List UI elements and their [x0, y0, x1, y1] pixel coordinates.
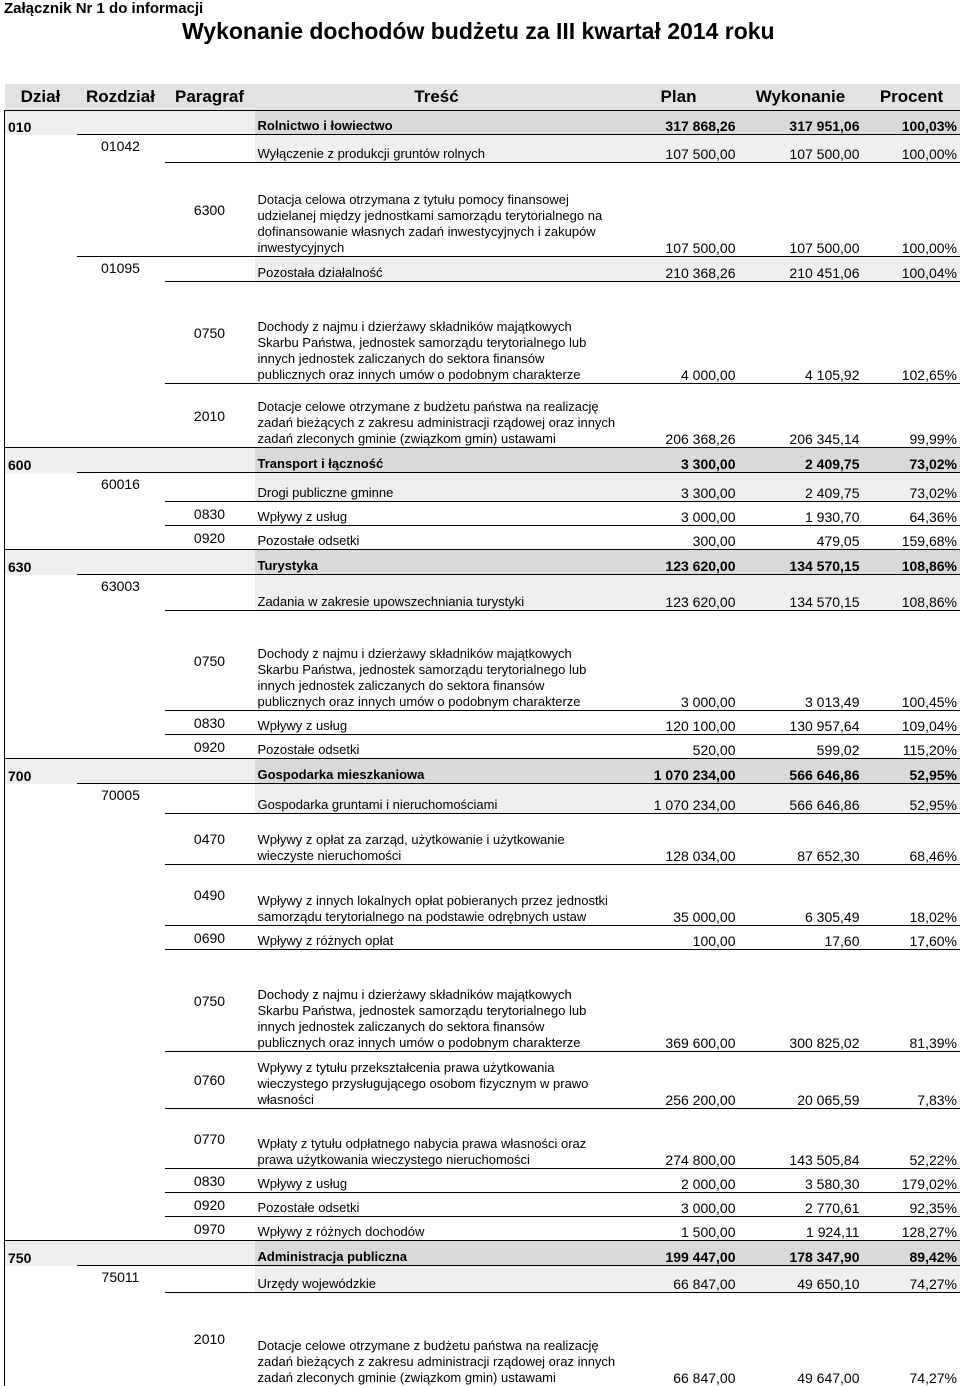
- procent-cell: 100,00%: [863, 135, 960, 163]
- paragraf-cell: 0490: [165, 865, 255, 926]
- paragraf-cell: [165, 1266, 255, 1293]
- rozdzial-cell: [77, 759, 165, 784]
- section-row: [5, 448, 960, 473]
- dzial-cell: [5, 784, 77, 814]
- procent-cell: 159,68%: [863, 526, 960, 550]
- rozdzial-cell: [77, 448, 165, 473]
- plan-cell: 35 000,00: [619, 865, 739, 926]
- procent-cell: 17,60%: [863, 926, 960, 950]
- tresc-cell: [255, 735, 619, 759]
- plan-cell: 1 500,00: [619, 1217, 739, 1241]
- dzial-cell: [5, 1109, 77, 1169]
- dzial-cell: [5, 1217, 77, 1241]
- description-text: Dotacje celowe otrzymane z budżetu państwa na realizację zadań bieżących z zakresu administracji rządowej oraz innych zadań zleconych gminie (związkom gmin) ustawami: [258, 1338, 616, 1386]
- rozdzial-cell: [77, 1109, 165, 1169]
- plan-cell: 3 000,00: [619, 502, 739, 526]
- rozdzial-cell: [77, 282, 165, 384]
- paragraf-cell: 0750: [165, 950, 255, 1052]
- section-row: [5, 111, 960, 135]
- tresc-cell: [255, 1293, 619, 1386]
- tresc-cell: [255, 865, 619, 926]
- wykonanie-cell: 87 652,30: [739, 814, 863, 865]
- rozdzial-cell: [77, 735, 165, 759]
- plan-cell: 300,00: [619, 526, 739, 550]
- paragraf-cell: 0690: [165, 926, 255, 950]
- header-plan: Plan: [619, 84, 739, 111]
- wykonanie-cell: 1 930,70: [739, 502, 863, 526]
- rozdzial-cell: [77, 950, 165, 1052]
- wykonanie-cell: 6 305,49: [739, 865, 863, 926]
- tresc-cell: [255, 1193, 619, 1217]
- tresc-cell: [255, 282, 619, 384]
- plan-cell: 206 368,26: [619, 384, 739, 448]
- procent-cell: 68,46%: [863, 814, 960, 865]
- tresc-cell: [255, 1217, 619, 1241]
- plan-cell: 1 070 234,00: [619, 759, 739, 784]
- paragraph-row: [5, 711, 960, 735]
- description-text: Wpływy z różnych opłat: [258, 933, 616, 949]
- dzial-cell: [5, 473, 77, 502]
- paragraf-cell: 0470: [165, 814, 255, 865]
- dzial-cell: [5, 926, 77, 950]
- paragraph-row: [5, 814, 960, 865]
- plan-cell: 210 368,26: [619, 257, 739, 282]
- header-rozdzial: Rozdział: [77, 84, 165, 111]
- description-text: Wpływy z różnych dochodów: [258, 1224, 616, 1240]
- section-row: [5, 1241, 960, 1266]
- rozdzial-cell: [77, 1293, 165, 1386]
- rozdzial-cell: [77, 526, 165, 550]
- wykonanie-cell: 3 580,30: [739, 1169, 863, 1193]
- tresc-cell: [255, 814, 619, 865]
- plan-cell: 369 600,00: [619, 950, 739, 1052]
- description-text: Urzędy wojewódzkie: [258, 1276, 616, 1292]
- procent-cell: 52,95%: [863, 759, 960, 784]
- tresc-cell: [255, 1169, 619, 1193]
- procent-cell: 18,02%: [863, 865, 960, 926]
- description-text: Wpłaty z tytułu odpłatnego nabycia prawa własności oraz prawa użytkowania wieczystego nieruchomości: [258, 1136, 616, 1168]
- page-title: Wykonanie dochodów budżetu za III kwartał 2014 roku: [182, 18, 775, 45]
- chapter-row: [5, 135, 960, 163]
- procent-cell: 102,65%: [863, 282, 960, 384]
- description-text: Dochody z najmu i dzierżawy składników majątkowych Skarbu Państwa, jednostek samorządu terytorialnego lub innych jednostek zaliczanych do sektora finansów publicznych oraz innych umów o podobnym charakterze: [258, 987, 616, 1051]
- dzial-cell: [5, 865, 77, 926]
- wykonanie-cell: 4 105,92: [739, 282, 863, 384]
- paragraf-cell: [165, 448, 255, 473]
- paragraf-cell: [165, 111, 255, 135]
- tresc-cell: [255, 448, 619, 473]
- plan-cell: 123 620,00: [619, 575, 739, 611]
- wykonanie-cell: 107 500,00: [739, 163, 863, 257]
- procent-cell: 7,83%: [863, 1052, 960, 1109]
- tresc-cell: [255, 1052, 619, 1109]
- wykonanie-cell: 300 825,02: [739, 950, 863, 1052]
- wykonanie-cell: 107 500,00: [739, 135, 863, 163]
- tresc-cell: [255, 1266, 619, 1293]
- paragraf-cell: [165, 473, 255, 502]
- procent-cell: 100,04%: [863, 257, 960, 282]
- dzial-cell: 600: [5, 448, 77, 473]
- paragraph-row: [5, 1217, 960, 1241]
- procent-cell: 108,86%: [863, 550, 960, 575]
- tresc-cell: [255, 1241, 619, 1266]
- description-text: Wpływy z opłat za zarząd, użytkowanie i użytkowanie wieczyste nieruchomości: [258, 832, 616, 864]
- procent-cell: 52,95%: [863, 784, 960, 814]
- description-text: Turystyka: [258, 558, 616, 574]
- description-text: Zadania w zakresie upowszechniania turystyki: [258, 594, 616, 610]
- paragraph-row: [5, 502, 960, 526]
- paragraph-row: [5, 735, 960, 759]
- plan-cell: 317 868,26: [619, 111, 739, 135]
- paragraf-cell: 2010: [165, 1293, 255, 1386]
- chapter-row: [5, 473, 960, 502]
- attachment-label: Załącznik Nr 1 do informacji: [4, 0, 203, 17]
- dzial-cell: [5, 575, 77, 611]
- paragraph-row: [5, 950, 960, 1052]
- paragraf-cell: 0770: [165, 1109, 255, 1169]
- section-row: [5, 550, 960, 575]
- rozdzial-cell: [77, 384, 165, 448]
- dzial-cell: [5, 502, 77, 526]
- rozdzial-cell: 70005: [77, 784, 165, 814]
- description-text: Wpływy z tytułu przekształcenia prawa użytkowania wieczystego przysługującego osobom fizycznym w prawo własności: [258, 1060, 616, 1108]
- tresc-cell: [255, 111, 619, 135]
- description-text: Wpływy z usług: [258, 509, 616, 525]
- plan-cell: 274 800,00: [619, 1109, 739, 1169]
- tresc-cell: [255, 784, 619, 814]
- rozdzial-cell: [77, 163, 165, 257]
- rozdzial-cell: [77, 814, 165, 865]
- dzial-cell: [5, 135, 77, 163]
- tresc-cell: [255, 759, 619, 784]
- tresc-cell: [255, 1109, 619, 1169]
- chapter-row: [5, 575, 960, 611]
- procent-cell: 179,02%: [863, 1169, 960, 1193]
- procent-cell: 99,99%: [863, 384, 960, 448]
- dzial-cell: [5, 814, 77, 865]
- rozdzial-cell: [77, 550, 165, 575]
- section-row: [5, 759, 960, 784]
- dzial-cell: [5, 163, 77, 257]
- paragraph-row: [5, 1169, 960, 1193]
- wykonanie-cell: 206 345,14: [739, 384, 863, 448]
- paragraf-cell: 0970: [165, 1217, 255, 1241]
- paragraph-row: [5, 1193, 960, 1217]
- procent-cell: 100,03%: [863, 111, 960, 135]
- paragraf-cell: 0750: [165, 611, 255, 711]
- paragraph-row: [5, 282, 960, 384]
- description-text: Pozostałe odsetki: [258, 533, 616, 549]
- description-text: Dotacja celowa otrzymana z tytułu pomocy finansowej udzielanej między jednostkami samorządu terytorialnego na dofinansowanie własnych zadań inwestycyjnych i zakupów inwestycyjnych: [258, 192, 616, 256]
- paragraf-cell: [165, 550, 255, 575]
- dzial-cell: 630: [5, 550, 77, 575]
- tresc-cell: [255, 135, 619, 163]
- plan-cell: 66 847,00: [619, 1293, 739, 1386]
- description-text: Dotacje celowe otrzymane z budżetu państwa na realizację zadań bieżących z zakresu administracji rządowej oraz innych zadań zleconych gminie (związkom gmin) ustawami: [258, 399, 616, 447]
- dzial-cell: [5, 526, 77, 550]
- paragraf-cell: [165, 257, 255, 282]
- paragraph-row: [5, 163, 960, 257]
- rozdzial-cell: 75011: [77, 1266, 165, 1293]
- dzial-cell: 750: [5, 1241, 77, 1266]
- paragraph-row: [5, 384, 960, 448]
- wykonanie-cell: 3 013,49: [739, 611, 863, 711]
- chapter-row: [5, 257, 960, 282]
- paragraf-cell: 0760: [165, 1052, 255, 1109]
- description-text: Pozostałe odsetki: [258, 742, 616, 758]
- wykonanie-cell: 143 505,84: [739, 1109, 863, 1169]
- wykonanie-cell: 479,05: [739, 526, 863, 550]
- procent-cell: 100,00%: [863, 163, 960, 257]
- tresc-cell: [255, 550, 619, 575]
- wykonanie-cell: 49 647,00: [739, 1293, 863, 1386]
- wykonanie-cell: 2 409,75: [739, 473, 863, 502]
- procent-cell: 109,04%: [863, 711, 960, 735]
- paragraf-cell: 0920: [165, 526, 255, 550]
- paragraph-row: [5, 1109, 960, 1169]
- wykonanie-cell: 134 570,15: [739, 550, 863, 575]
- wykonanie-cell: 2 409,75: [739, 448, 863, 473]
- tresc-cell: [255, 526, 619, 550]
- plan-cell: 123 620,00: [619, 550, 739, 575]
- rozdzial-cell: [77, 502, 165, 526]
- paragraf-cell: 0920: [165, 735, 255, 759]
- plan-cell: 3 000,00: [619, 611, 739, 711]
- paragraf-cell: [165, 135, 255, 163]
- tresc-cell: [255, 473, 619, 502]
- dzial-cell: 700: [5, 759, 77, 784]
- plan-cell: 100,00: [619, 926, 739, 950]
- tresc-cell: [255, 502, 619, 526]
- rozdzial-cell: [77, 611, 165, 711]
- header-procent: Procent: [863, 84, 960, 111]
- dzial-cell: [5, 1169, 77, 1193]
- table-body: [5, 111, 960, 1386]
- dzial-cell: [5, 1052, 77, 1109]
- rozdzial-cell: [77, 711, 165, 735]
- rozdzial-cell: [77, 865, 165, 926]
- plan-cell: 1 070 234,00: [619, 784, 739, 814]
- plan-cell: 199 447,00: [619, 1241, 739, 1266]
- rozdzial-cell: [77, 1217, 165, 1241]
- rozdzial-cell: 63003: [77, 575, 165, 611]
- wykonanie-cell: 210 451,06: [739, 257, 863, 282]
- dzial-cell: [5, 384, 77, 448]
- description-text: Wyłączenie z produkcji gruntów rolnych: [258, 146, 616, 162]
- wykonanie-cell: 566 646,86: [739, 784, 863, 814]
- tresc-cell: [255, 711, 619, 735]
- paragraf-cell: 0920: [165, 1193, 255, 1217]
- dzial-cell: [5, 282, 77, 384]
- paragraf-cell: [165, 575, 255, 611]
- description-text: Rolnictwo i łowiectwo: [258, 118, 616, 134]
- rozdzial-cell: 01042: [77, 135, 165, 163]
- rozdzial-cell: [77, 111, 165, 135]
- plan-cell: 66 847,00: [619, 1266, 739, 1293]
- dzial-cell: [5, 1293, 77, 1386]
- plan-cell: 256 200,00: [619, 1052, 739, 1109]
- procent-cell: 81,39%: [863, 950, 960, 1052]
- rozdzial-cell: [77, 926, 165, 950]
- paragraf-cell: 0750: [165, 282, 255, 384]
- dzial-cell: [5, 1193, 77, 1217]
- rozdzial-cell: [77, 1241, 165, 1266]
- rozdzial-cell: [77, 1193, 165, 1217]
- tresc-cell: [255, 575, 619, 611]
- paragraf-cell: [165, 759, 255, 784]
- chapter-row: [5, 1266, 960, 1293]
- procent-cell: 108,86%: [863, 575, 960, 611]
- header-tresc: Treść: [255, 84, 619, 111]
- dzial-cell: [5, 735, 77, 759]
- budget-table: [4, 84, 960, 1386]
- wykonanie-cell: 2 770,61: [739, 1193, 863, 1217]
- procent-cell: 73,02%: [863, 448, 960, 473]
- paragraph-row: [5, 865, 960, 926]
- paragraph-row: [5, 1052, 960, 1109]
- procent-cell: 73,02%: [863, 473, 960, 502]
- wykonanie-cell: 178 347,90: [739, 1241, 863, 1266]
- plan-cell: 107 500,00: [619, 163, 739, 257]
- rozdzial-cell: [77, 1169, 165, 1193]
- procent-cell: 52,22%: [863, 1109, 960, 1169]
- procent-cell: 74,27%: [863, 1266, 960, 1293]
- procent-cell: 128,27%: [863, 1217, 960, 1241]
- plan-cell: 3 000,00: [619, 1193, 739, 1217]
- description-text: Gospodarka mieszkaniowa: [258, 767, 616, 783]
- dzial-cell: 010: [5, 111, 77, 135]
- plan-cell: 107 500,00: [619, 135, 739, 163]
- header-dzial: Dział: [5, 84, 77, 111]
- procent-cell: 92,35%: [863, 1193, 960, 1217]
- header-wykonanie: Wykonanie: [739, 84, 863, 111]
- description-text: Drogi publiczne gminne: [258, 485, 616, 501]
- wykonanie-cell: 566 646,86: [739, 759, 863, 784]
- paragraf-cell: 0830: [165, 711, 255, 735]
- dzial-cell: [5, 711, 77, 735]
- wykonanie-cell: 49 650,10: [739, 1266, 863, 1293]
- paragraph-row: [5, 526, 960, 550]
- description-text: Administracja publiczna: [258, 1249, 616, 1265]
- description-text: Wpływy z innych lokalnych opłat pobieranych przez jednostki samorządu terytorialnego na podstawie odrębnych ustaw: [258, 893, 616, 925]
- plan-cell: 4 000,00: [619, 282, 739, 384]
- tresc-cell: [255, 926, 619, 950]
- description-text: Gospodarka gruntami i nieruchomościami: [258, 797, 616, 813]
- paragraf-cell: 0830: [165, 1169, 255, 1193]
- dzial-cell: [5, 950, 77, 1052]
- paragraf-cell: [165, 1241, 255, 1266]
- dzial-cell: [5, 1266, 77, 1293]
- procent-cell: 64,36%: [863, 502, 960, 526]
- wykonanie-cell: 599,02: [739, 735, 863, 759]
- dzial-cell: [5, 611, 77, 711]
- description-text: Dochody z najmu i dzierżawy składników majątkowych Skarbu Państwa, jednostek samorządu terytorialnego lub innych jednostek zaliczanych do sektora finansów publicznych oraz innych umów o podobnym charakterze: [258, 646, 616, 710]
- description-text: Pozostała działalność: [258, 265, 616, 281]
- plan-cell: 520,00: [619, 735, 739, 759]
- description-text: Pozostałe odsetki: [258, 1200, 616, 1216]
- tresc-cell: [255, 257, 619, 282]
- rozdzial-cell: [77, 1052, 165, 1109]
- description-text: Wpływy z usług: [258, 1176, 616, 1192]
- plan-cell: 3 300,00: [619, 473, 739, 502]
- procent-cell: 74,27%: [863, 1293, 960, 1386]
- tresc-cell: [255, 611, 619, 711]
- rozdzial-cell: 60016: [77, 473, 165, 502]
- paragraf-cell: [165, 784, 255, 814]
- header-paragraf: Paragraf: [165, 84, 255, 111]
- description-text: Transport i łączność: [258, 456, 616, 472]
- wykonanie-cell: 20 065,59: [739, 1052, 863, 1109]
- table-header-row: [5, 84, 960, 111]
- description-text: Dochody z najmu i dzierżawy składników majątkowych Skarbu Państwa, jednostek samorządu terytorialnego lub innych jednostek zaliczanych do sektora finansów publicznych oraz innych umów o podobnym charakterze: [258, 319, 616, 383]
- paragraf-cell: 0830: [165, 502, 255, 526]
- tresc-cell: [255, 384, 619, 448]
- dzial-cell: [5, 257, 77, 282]
- paragraph-row: [5, 611, 960, 711]
- rozdzial-cell: 01095: [77, 257, 165, 282]
- wykonanie-cell: 317 951,06: [739, 111, 863, 135]
- chapter-row: [5, 784, 960, 814]
- wykonanie-cell: 130 957,64: [739, 711, 863, 735]
- paragraph-row: [5, 926, 960, 950]
- paragraf-cell: 2010: [165, 384, 255, 448]
- procent-cell: 100,45%: [863, 611, 960, 711]
- description-text: Wpływy z usług: [258, 718, 616, 734]
- plan-cell: 120 100,00: [619, 711, 739, 735]
- paragraf-cell: 6300: [165, 163, 255, 257]
- plan-cell: 128 034,00: [619, 814, 739, 865]
- wykonanie-cell: 1 924,11: [739, 1217, 863, 1241]
- plan-cell: 3 300,00: [619, 448, 739, 473]
- plan-cell: 2 000,00: [619, 1169, 739, 1193]
- tresc-cell: [255, 950, 619, 1052]
- procent-cell: 115,20%: [863, 735, 960, 759]
- paragraph-row: [5, 1293, 960, 1386]
- wykonanie-cell: 17,60: [739, 926, 863, 950]
- wykonanie-cell: 134 570,15: [739, 575, 863, 611]
- tresc-cell: [255, 163, 619, 257]
- procent-cell: 89,42%: [863, 1241, 960, 1266]
